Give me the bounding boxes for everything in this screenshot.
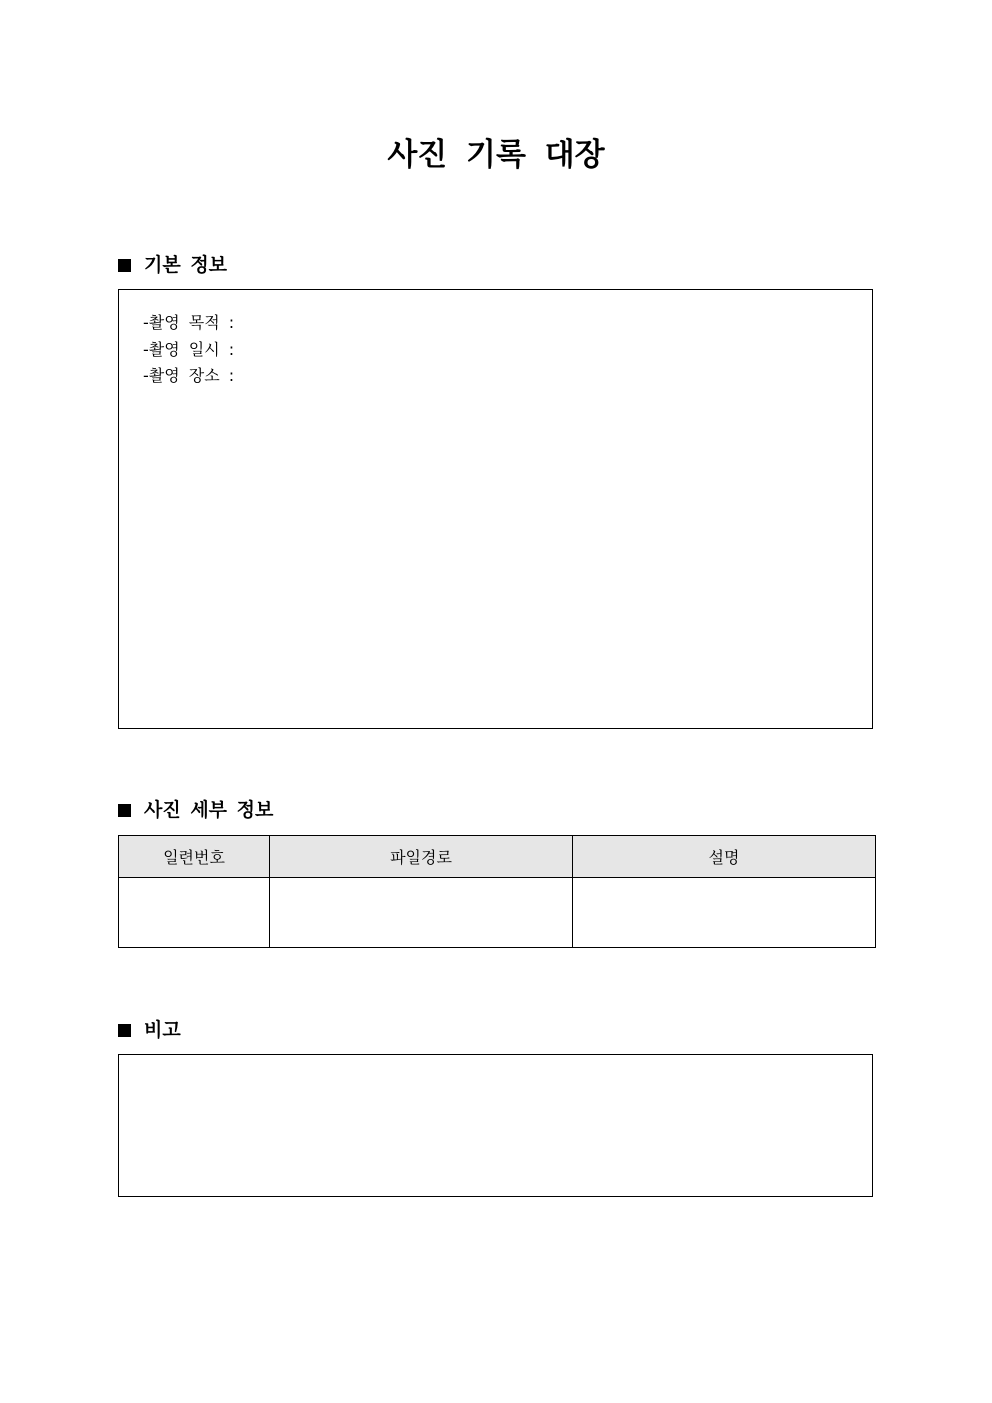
column-header-serial-number: 일련번호 xyxy=(119,836,270,878)
description-cell[interactable] xyxy=(573,878,876,948)
document-title: 사진 기록 대장 xyxy=(387,137,605,173)
column-header-file-path: 파일경로 xyxy=(270,836,573,878)
file-path-cell[interactable] xyxy=(270,878,573,948)
table-row xyxy=(119,878,876,948)
photo-details-heading xyxy=(118,797,273,823)
photo-details-heading-text: 사진 세부 정보 xyxy=(144,799,274,821)
square-bullet-icon xyxy=(118,259,131,272)
square-bullet-icon xyxy=(118,804,131,817)
photo-details-table xyxy=(118,835,876,948)
remarks-heading xyxy=(118,1017,181,1043)
basic-info-heading xyxy=(118,252,227,278)
table-header-row xyxy=(119,836,876,878)
basic-info-heading-text: 기본 정보 xyxy=(144,254,228,276)
remarks-heading-text: 비고 xyxy=(144,1019,181,1041)
serial-number-cell[interactable] xyxy=(119,878,270,948)
shooting-location-field[interactable]: -촬영 장소 : xyxy=(143,366,235,385)
square-bullet-icon xyxy=(118,1024,131,1037)
shooting-purpose-field[interactable]: -촬영 목적 : xyxy=(143,313,235,332)
basic-info-box[interactable] xyxy=(118,289,873,729)
shooting-datetime-field[interactable]: -촬영 일시 : xyxy=(143,339,235,359)
remarks-box[interactable] xyxy=(118,1054,873,1197)
column-header-description: 설명 xyxy=(573,836,876,878)
